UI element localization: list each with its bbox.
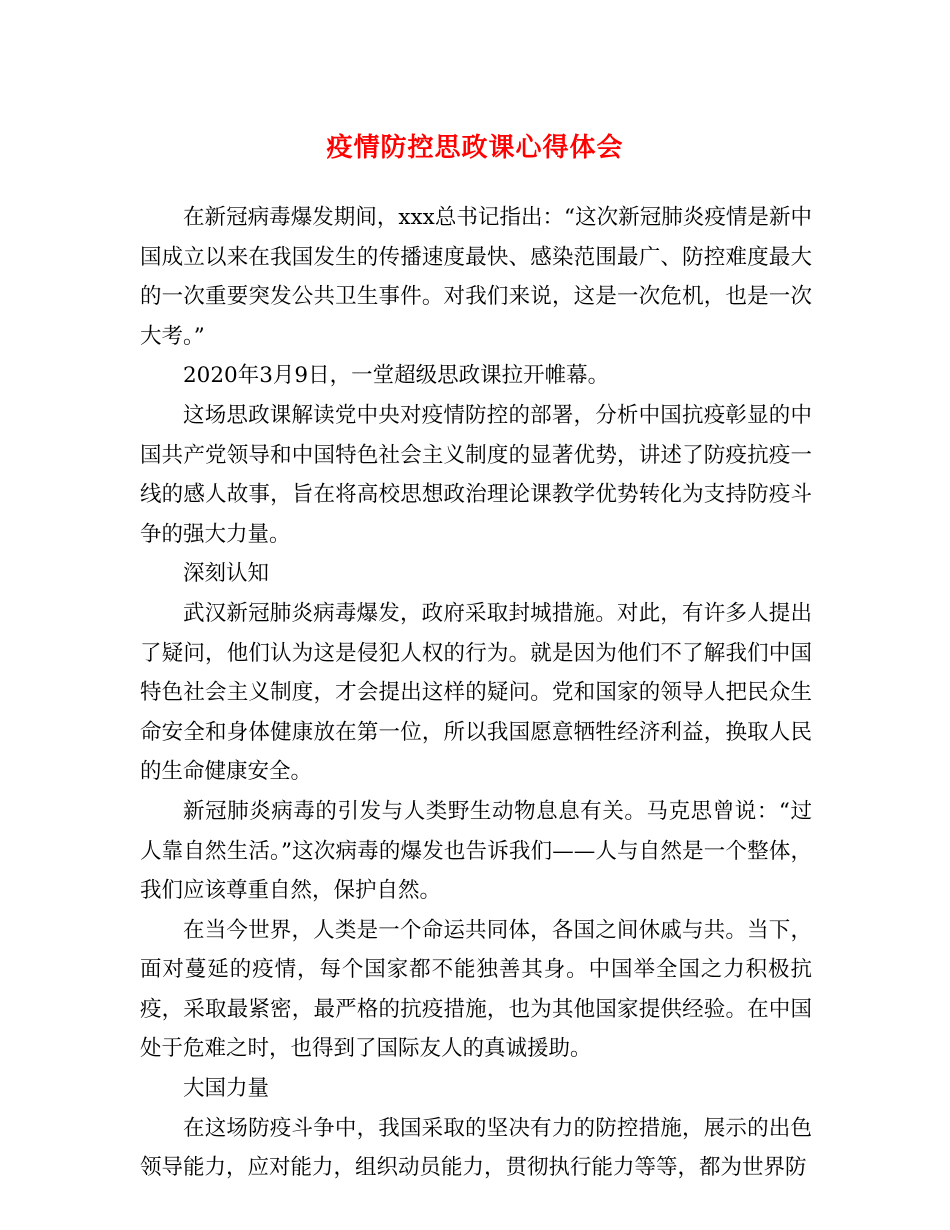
paragraph: 在新冠病毒爆发期间，xxx总书记指出：“这次新冠肺炎疫情是新中国成立以来在我国发生的传播速度最快、感染范围最广、防控难度最大的一次重要突发公共卫生事件。对我们来说，这是一次危机，也是一次大考。” bbox=[140, 205, 812, 349]
section-heading: 大国力量 bbox=[183, 1076, 270, 1102]
paragraph: 在当今世界，人类是一个命运共同体，各国之间休戚与共。当下，面对蔓延的疫情，每个国家都不能独善其身。中国举全国之力积极抗疫，采取最紧密，最严格的抗疫措施，也为其他国家提供经验。在中国处于危难之时，也得到了国际友人的真诚援助。 bbox=[140, 917, 812, 1062]
document-body bbox=[140, 198, 812, 1188]
paragraph: 新冠肺炎病毒的引发与人类野生动物息息有关。马克思曾说：“过人靠自然生活。”这次病毒的爆发也告诉我们——人与自然是一个整体，我们应该尊重自然，保护自然。 bbox=[140, 798, 812, 904]
paragraph: 在这场防疫斗争中，我国采取的坚决有力的防控措施，展示的出色领导能力，应对能力，组织动员能力，贯彻执行能力等等，都为世界防 bbox=[140, 1115, 812, 1181]
paragraph: 2020年3月9日，一堂超级思政课拉开帷幕。 bbox=[183, 363, 610, 389]
section-heading: 深刻认知 bbox=[183, 561, 270, 587]
paragraph: 武汉新冠肺炎病毒爆发，政府采取封城措施。对此，有许多人提出了疑问，他们认为这是侵犯人权的行为。就是因为他们不了解我们中国特色社会主义制度，才会提出这样的疑问。党和国家的领导人把民众生命安全和身体健康放在第一位，所以我国愿意牺牲经济利益，换取人民的生命健康安全。 bbox=[140, 600, 812, 785]
paragraph: 这场思政课解读党中央对疫情防控的部署，分析中国抗疫彰显的中国共产党领导和中国特色社会主义制度的显著优势，讲述了防疫抗疫一线的感人故事，旨在将高校思想政治理论课教学优势转化为支持防疫斗争的强大力量。 bbox=[140, 402, 812, 547]
document-title: 疫情防控思政课心得体会 bbox=[326, 133, 624, 163]
